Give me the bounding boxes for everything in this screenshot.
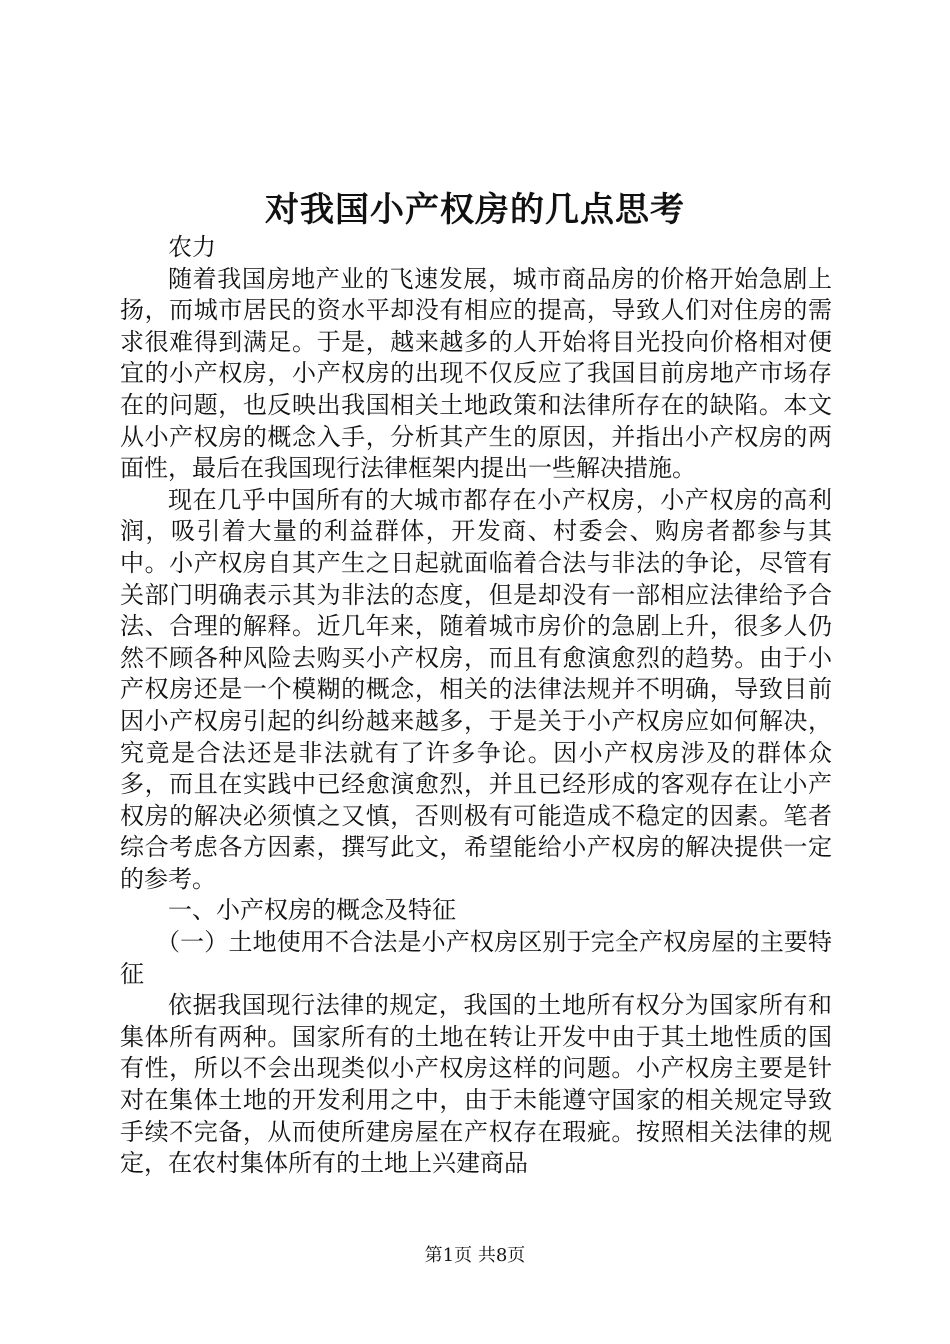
section-heading: 一、小产权房的概念及特征 bbox=[168, 896, 456, 925]
page-footer: 第1页 共8页 bbox=[424, 1245, 526, 1266]
paragraph-background: 现在几乎中国所有的大城市都存在小产权房，小产权房的高利润，吸引着大量的利益群体，开发商、村委会、购房者都参与其中。小产权房自其产生之日起就面临着合法与非法的争论，尽管有关部门明确表示其为非法的态度，但是却没有一部相应法律给予合法、合理的解释。近几年来，随着城市房价的急剧上升，很多人仍然不顾各种风险去购买小产权房，而且有愈演愈烈的趋势。由于小产权房还是一个模糊的概念，相关的法律法规并不明确，导致目前因小产权房引起的纠纷越来越多，于是关于小产权房应如何解决，究竟是合法还是非法就有了许多争论。因小产权房涉及的群体众多，而且在实践中已经愈演愈烈，并且已经形成的客观存在让小产权房的解决必须慎之又慎，否则极有可能造成不稳定的因素。笔者综合考虑各方因素，撰写此文，希望能给小产权房的解决提供一定的参考。 bbox=[120, 485, 832, 893]
paragraph-section-one: 依据我国现行法律的规定，我国的土地所有权分为国家所有和集体所有两种。国家所有的土地在转让开发中由于其土地性质的国有性，所以不会出现类似小产权房这样的问题。小产权房主要是针对在集体土地的开发利用之中，由于未能遵守国家的相关规定导致手续不完备，从而使所建房屋在产权存在瑕疵。按照相关法律的规定，在农村集体所有的土地上兴建商品 bbox=[120, 991, 832, 1178]
document-body bbox=[120, 232, 832, 1180]
document-title: 对我国小产权房的几点思考 bbox=[265, 190, 685, 230]
subsection-heading: （一）土地使用不合法是小产权房区别于完全产权房屋的主要特征 bbox=[120, 928, 832, 988]
paragraph-intro: 随着我国房地产业的飞速发展，城市商品房的价格开始急剧上扬，而城市居民的资水平却没有相应的提高，导致人们对住房的需求很难得到满足。于是，越来越多的人开始将目光投向价格相对便宜的小产权房，小产权房的出现不仅反应了我国目前房地产市场存在的问题，也反映出我国相关土地政策和法律所存在的缺陷。本文从小产权房的概念入手，分析其产生的原因，并指出小产权房的两面性，最后在我国现行法律框架内提出一些解决措施。 bbox=[120, 264, 832, 483]
author-line: 农力 bbox=[168, 233, 216, 261]
